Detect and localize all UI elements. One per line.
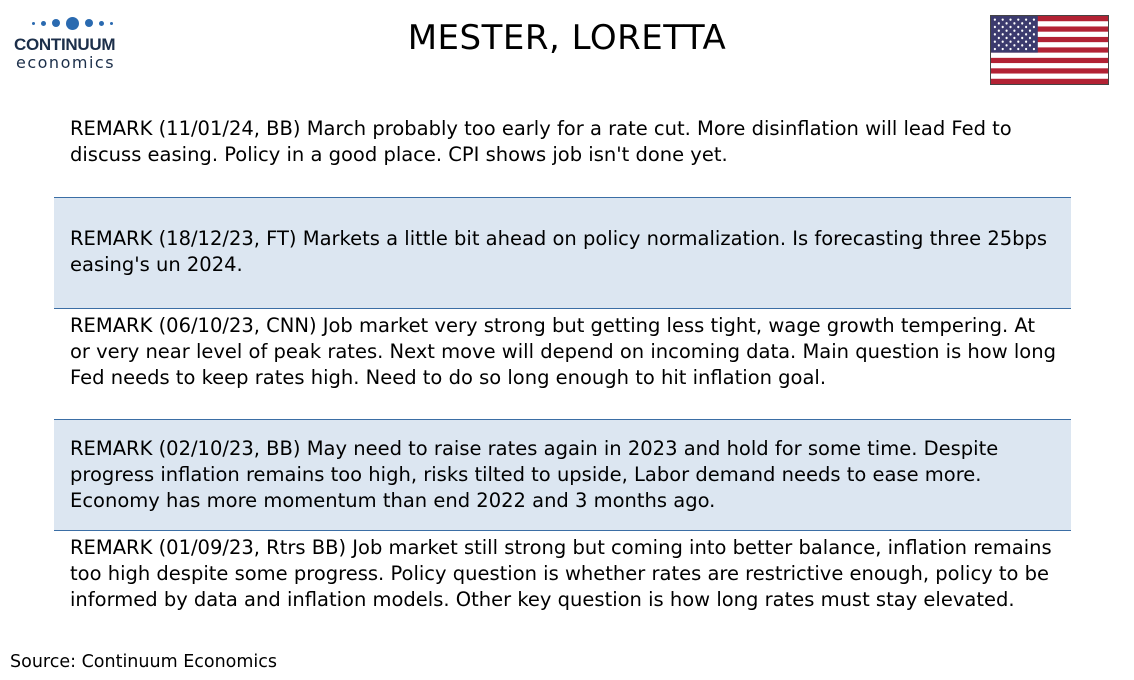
- remarks-table: [54, 103, 1071, 641]
- remark-row: REMARK (01/09/23, Rtrs BB) Job market still strong but coming into better balance, inflation remains too high despite some progress. Policy question is whether rates are restrictive enough, policy to be informed by data and inflation models. Other key question is how long rates must stay elevated.: [70, 536, 1052, 611]
- page-title: MESTER, LORETTA: [407, 18, 727, 58]
- us-flag-icon: [990, 15, 1109, 85]
- logo-sub-text: economics: [16, 53, 116, 72]
- logo-brand-text: CONTINUUM: [14, 35, 116, 54]
- source-note: Source: Continuum Economics: [10, 652, 278, 672]
- remark-row: REMARK (02/10/23, BB) May need to raise rates again in 2023 and hold for some time. Despite progress inflation remains too high, risks tilted to upside, Labor demand needs to ease more. Economy has more momentum than end 2022 and 3 months ago.: [54, 420, 1071, 531]
- remark-row: REMARK (18/12/23, FT) Markets a little bit ahead on policy normalization. Is forecasting three 25bps easing's un 2024.: [54, 198, 1071, 309]
- remark-row: REMARK (06/10/23, CNN) Job market very strong but getting less tight, wage growth tempering. At or very near level of peak rates. Next move will depend on incoming data. Main question is how long Fed needs to keep rates high. Need to do so long enough to hit inflation goal.: [54, 309, 1071, 420]
- remark-row: REMARK (11/01/24, BB) March probably too early for a rate cut. More disinflation will lead Fed to discuss easing. Policy in a good place. CPI shows job isn't done yet.: [54, 103, 1071, 198]
